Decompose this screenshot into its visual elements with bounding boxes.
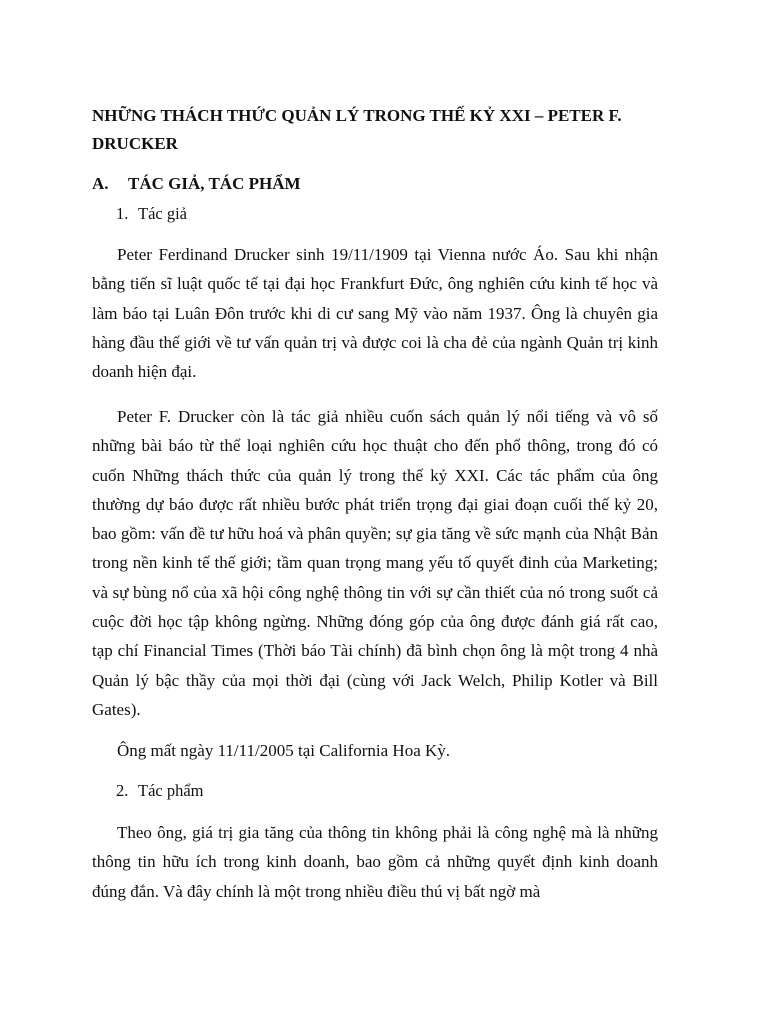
document-title: NHỮNG THÁCH THỨC QUẢN LÝ TRONG THẾ KỶ XXI – PETER F. DRUCKER [92,106,622,153]
paragraph-works-overview: Peter F. Drucker còn là tác giả nhiều cuốn sách quản lý nổi tiếng và vô số những bài báo từ thể loại nghiên cứu học thuật cho đến phổ thông, trong đó có cuốn Những thách thức của quản lý trong thế kỷ XXI. Các tác phẩm của ông thường dự báo được rất nhiều bước phát triển trọng đại giai đoạn cuối thế kỷ 20, bao gồm: vấn đề tư hữu hoá và phân quyền; sự gia tăng về sức mạnh của Nhật Bản trong nền kinh tế thế giới; tầm quan trọng mang yếu tố quyết đinh của Marketing; và sự bùng nổ của xã hội công nghệ thông tin với sự cần thiết của nó trong suốt cả cuộc đời học tập không ngừng. Những đóng góp của ông được đánh giá rất cao, tạp chí Financial Times (Thời báo Tài chính) đã bình chọn ông là một trong 4 nhà Quản lý bậc thầy của mọi thời đại (cùng với Jack Welch, Philip Kotler và Bill Gates). [92,407,658,719]
paragraph-death: Ông mất ngày 11/11/2005 tại California Hoa Kỳ. [117,741,451,760]
subheading-number: 2. [116,781,129,800]
subheading-number: 1. [116,204,129,223]
paragraph-biography: Peter Ferdinand Drucker sinh 19/11/1909 tại Vienna nước Áo. Sau khi nhận bằng tiến sĩ luật quốc tế tại đại học Frankfurt Đức, ông nghiên cứu kinh tế học và làm báo tại Luân Đôn trước khi di cư sang Mỹ vào năm 1937. Ông là chuyên gia hàng đầu thế giới về tư vấn quản trị và được coi là cha đẻ của ngành Quản trị kinh doanh hiện đại. [92,245,658,382]
paragraph-works-intro: Theo ông, giá trị gia tăng của thông tin không phải là công nghệ mà là những thông tin hữu ích trong kinh doanh, bao gồm cả những quyết định kinh doanh đúng đắn. Và đây chính là một trong nhiều điều thú vị bất ngờ mà [92,823,658,901]
subheading-works [116,779,204,803]
subheading-author [116,202,187,226]
section-label: TÁC GIẢ, TÁC PHẨM [128,174,301,193]
section-heading-a [92,172,301,196]
subheading-label: Tác phẩm [138,781,204,800]
section-number: A. [92,174,109,193]
subheading-label: Tác giả [138,204,188,223]
